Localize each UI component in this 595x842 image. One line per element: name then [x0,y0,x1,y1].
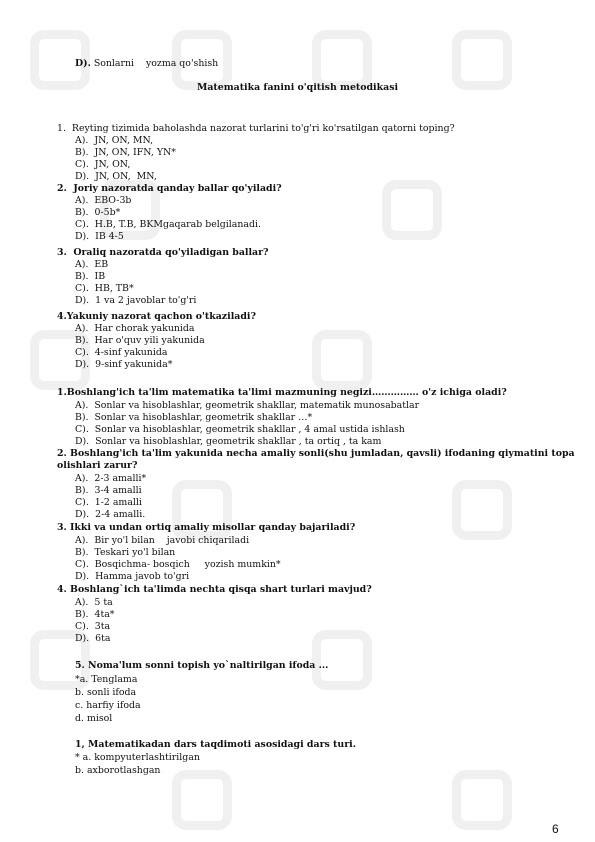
option-line: * a. kompyuterlashtirilgan [75,752,200,763]
watermark-shape [452,770,512,830]
option-line: D). IB 4-5 [75,231,124,242]
option-line: C). 3ta [75,621,111,632]
option-line: b. axborotlashgan [75,765,161,776]
option-line: A). EB [75,259,109,270]
question-line: 1. Reyting tizimida baholashda nazorat turlarini to'g'ri ko'rsatilgan qatorni toping? [57,123,455,134]
option-line: B). 4ta* [75,609,115,620]
option-line: C). H.B, T.B, BKMgaqarab belgilanadi. [75,219,261,230]
option-line: A). 5 ta [75,597,113,608]
answer-text: Sonlarni yozma qo'shish [90,58,219,69]
question-line: 1.Boshlang'ich ta'lim matematika ta'limi mazmuning negizi…………… o'z ichiga oladi? [57,387,507,398]
option-line: A). Bir yo'l bilan javobi chiqariladi [75,535,250,546]
option-line: C). HB, TB* [75,283,134,294]
option-line: C). JN, ON, [75,159,131,170]
option-line: *a. Tenglama [75,674,138,685]
option-line: c. harfiy ifoda [75,700,141,711]
option-line: D). Hamma javob to'gri [75,571,190,582]
option-line: D). 9-sinf yakunida* [75,359,173,370]
option-line: b. sonli ifoda [75,687,137,698]
question-line: 2. Joriy nazoratda qanday ballar qo'yiladi? [57,183,282,194]
option-line: A). JN, ON, MN, [75,135,154,146]
question-line: 1, Matematikadan dars taqdimoti asosidagi dars turi. [75,739,356,750]
option-line: C). Sonlar va hisoblashlar, geometrik shakllar , 4 amal ustida ishlash [75,424,405,435]
option-line: B). IB [75,271,106,282]
option-line: C). 1-2 amalli [75,497,142,508]
question-line: 4.Yakuniy nazorat qachon o'tkaziladi? [57,311,256,322]
option-line: d. misol [75,713,113,724]
answer-mark: D). [75,58,91,69]
page-number: 6 [552,822,559,836]
question-line: 3. Ikki va undan ortiq amaliy misollar qanday bajariladi? [57,522,356,533]
option-line: D). JN, ON, MN, [75,171,157,182]
watermark-shape [312,330,372,390]
option-line: D). Sonlar va hisoblashlar, geometrik shakllar , ta ortiq , ta kam [75,436,382,447]
option-line: B). Teskari yo'l bilan [75,547,176,558]
question-line: 4. Boshlang`ich ta'limda nechta qisqa shart turlari mavjud? [57,584,372,595]
watermark-shape [312,30,372,90]
watermark-shape [452,480,512,540]
option-line: A). 2-3 amalli* [75,473,147,484]
option-line: B). Sonlar va hisoblashlar, geometrik shakllar …* [75,412,313,423]
watermark-shape [382,180,442,240]
question-line: 2. Boshlang'ich ta'lim yakunida necha amaliy sonli(shu jumladan, qavsli) ifodaning qiymatini topa [57,448,575,459]
watermark-shape [172,770,232,830]
option-line: B). 0-5b* [75,207,121,218]
option-line: D). 2-4 amalli. [75,509,146,520]
question-line: 5. Noma'lum sonni topish yo`naltirilgan ifoda ... [75,660,329,671]
option-line: B). Har o'quv yili yakunida [75,335,205,346]
option-line: D). 6ta [75,633,111,644]
option-line: C). Bosqichma- bosqich yozish mumkin* [75,559,281,570]
page-title: Matematika fanini o'qitish metodikasi [196,82,399,93]
question-line: 3. Oraliq nazoratda qo'yiladigan ballar? [57,247,269,258]
option-line: C). 4-sinf yakunida [75,347,168,358]
question-line-cont: olishlari zarur? [57,460,138,471]
option-line: B). JN, ON, IFN, YN* [75,147,176,158]
top-answer-line [75,58,218,69]
option-line: D). 1 va 2 javoblar to'g'ri [75,295,197,306]
option-line: A). Har chorak yakunida [75,323,195,334]
watermark-shape [452,30,512,90]
option-line: A). Sonlar va hisoblashlar, geometrik shakllar, matematik munosabatlar [75,400,420,411]
option-line: A). EBO-3b [75,195,132,206]
option-line: B). 3-4 amalli [75,485,142,496]
